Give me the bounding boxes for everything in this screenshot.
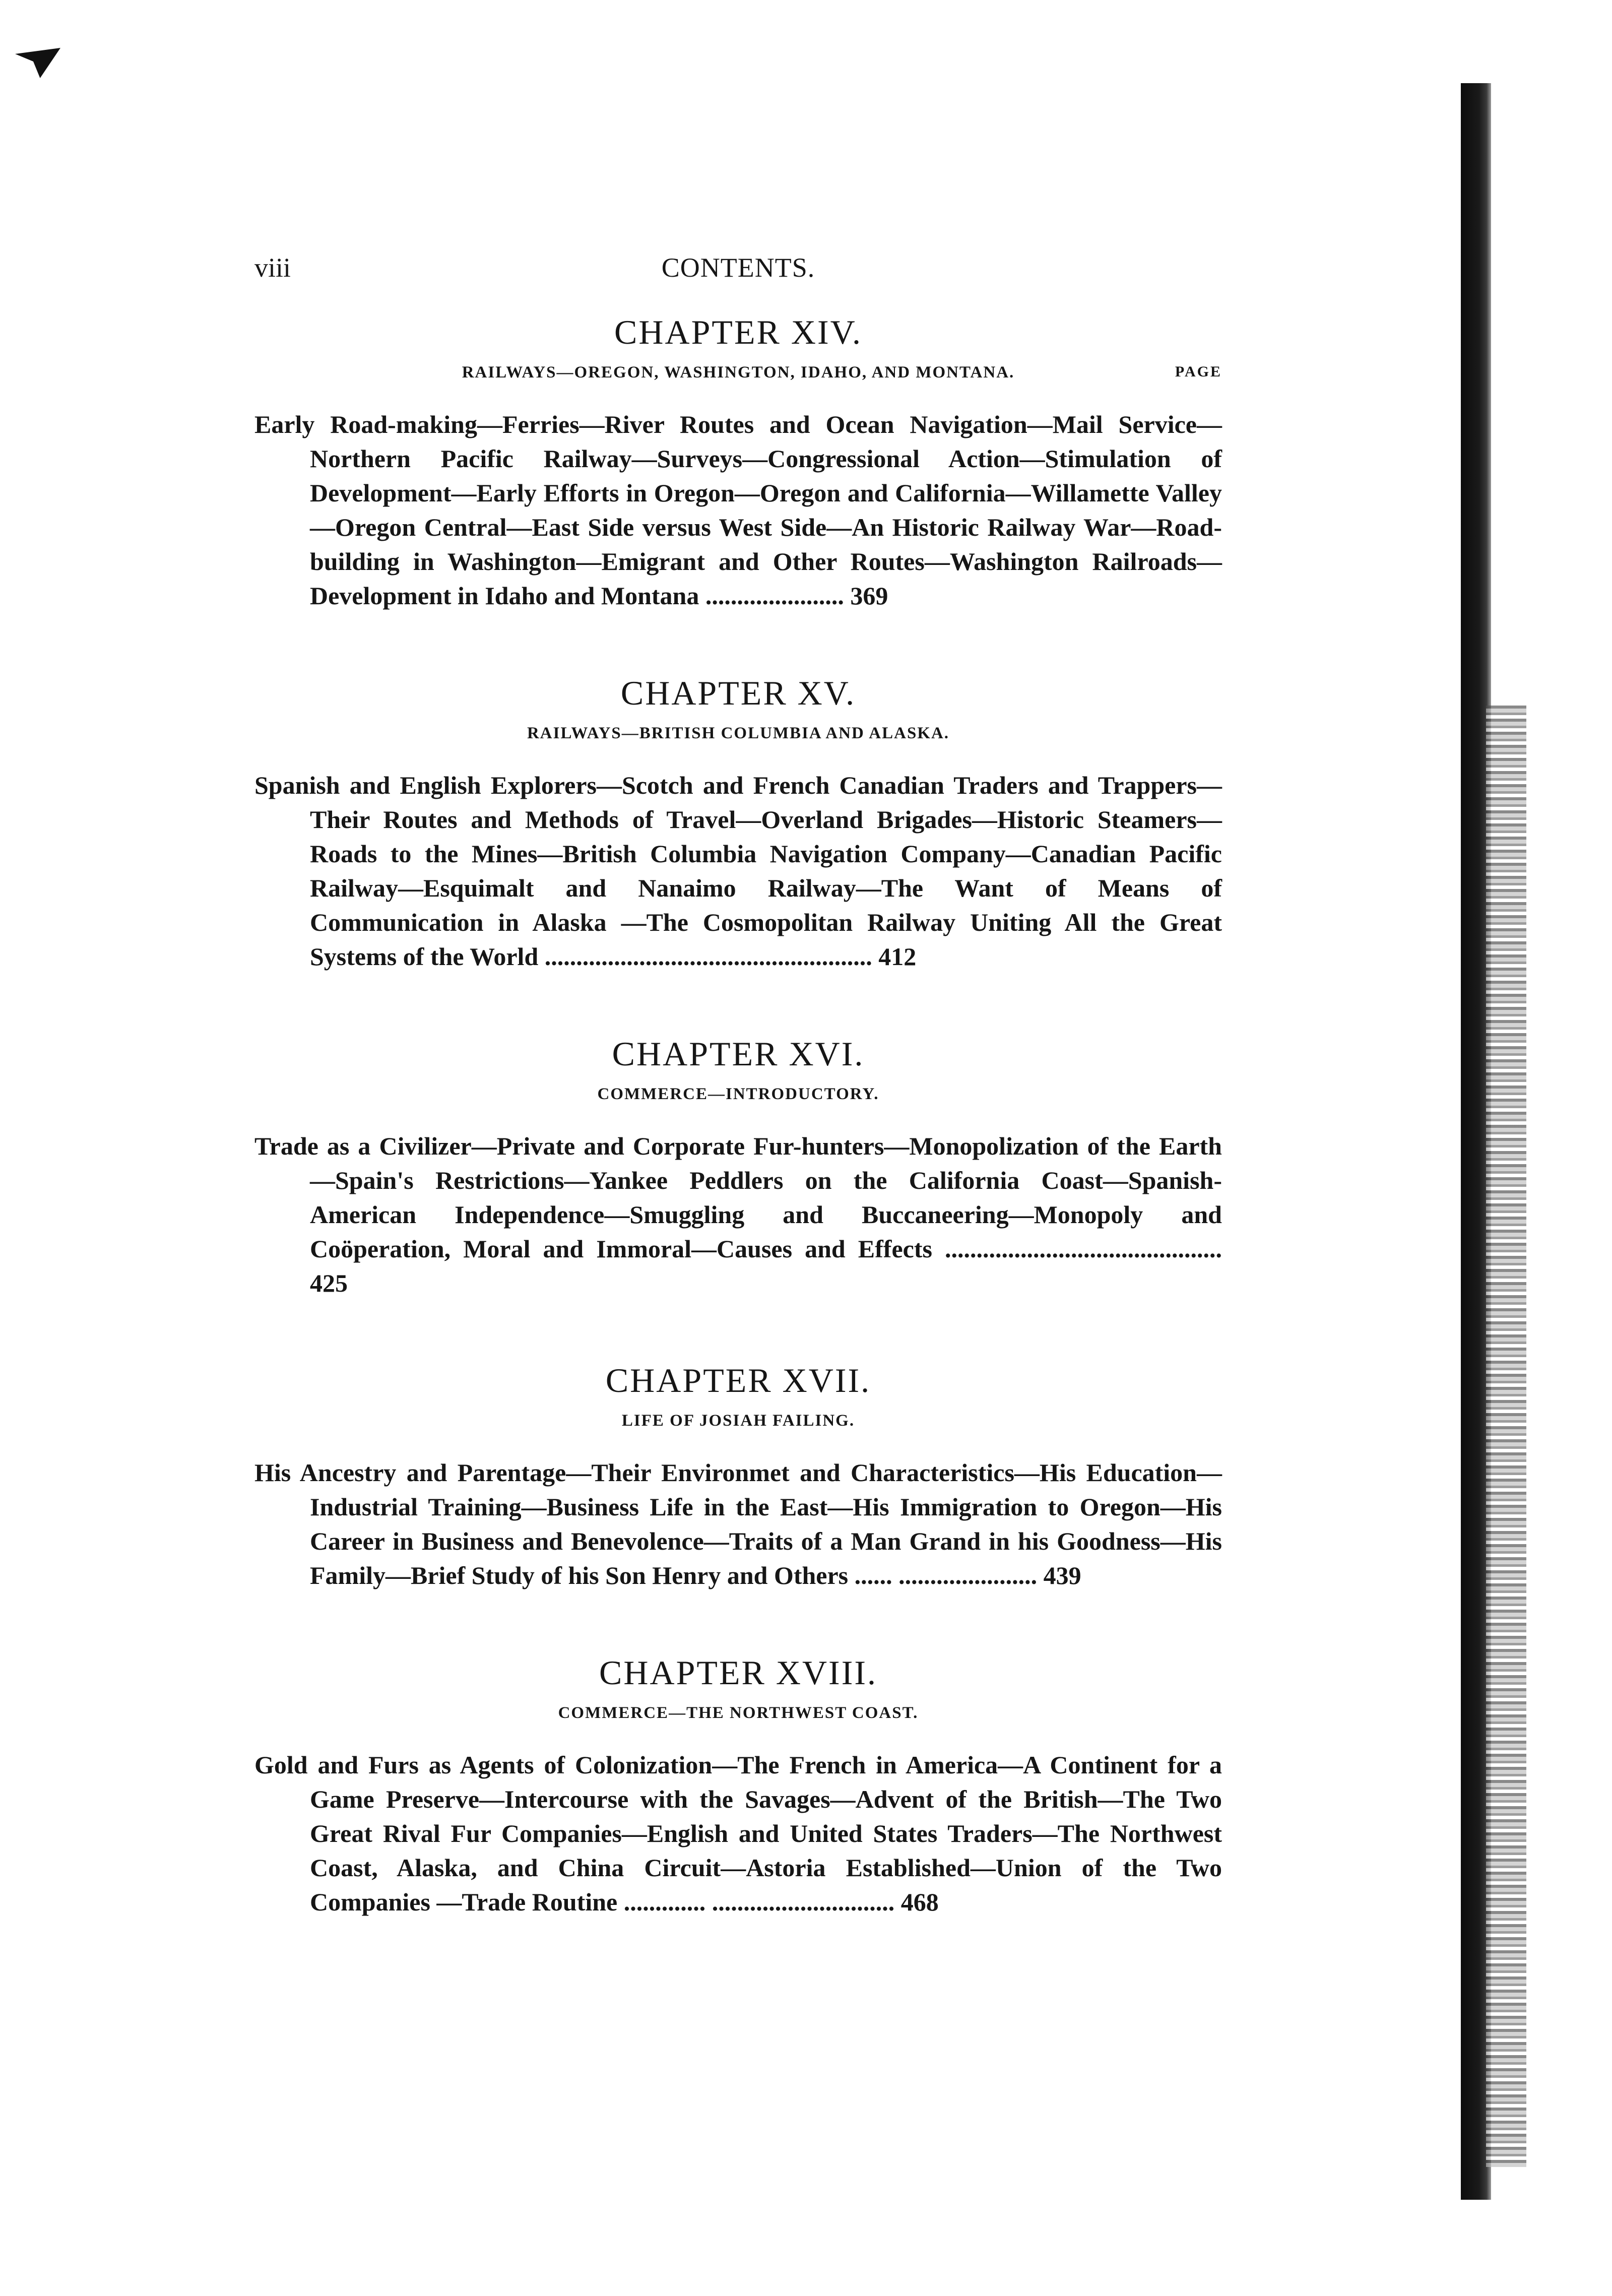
chapter-summary: [254, 1748, 1222, 1919]
dot-leader: ....................................................: [538, 942, 879, 971]
dot-leader: ............. .............................: [617, 1888, 901, 1916]
chapter-subtitle-row: [254, 1085, 1222, 1104]
chapter-title: CHAPTER XVIII.: [599, 1653, 877, 1692]
chapter-16: [254, 1034, 1222, 1300]
chapter-title: CHAPTER XIV.: [614, 313, 862, 351]
page-column-label: PAGE: [1175, 363, 1222, 380]
chapter-title: CHAPTER XV.: [620, 674, 856, 712]
chapter-summary: [254, 1455, 1222, 1592]
chapter-15: [254, 673, 1222, 974]
chapter-17: [254, 1361, 1222, 1592]
dot-leader: ...... ......................: [848, 1561, 1044, 1589]
page-number: 425: [310, 1269, 348, 1297]
chapter-subtitle-row: [254, 1412, 1222, 1430]
summary-text: His Ancestry and Parentage—Their Environmet and Characteristics—His Education—Industrial Training—Business Life in the East—His Immigration to Oregon—His Career in Business and Benevolence—Traits of a Man Grand in his Goodness—His Family—Brief Study of his Son Henry and Others: [254, 1458, 1222, 1589]
dot-leader: ............................................: [932, 1235, 1222, 1263]
page-number: 412: [878, 942, 917, 971]
chapter-subtitle: COMMERCE—THE NORTHWEST COAST.: [558, 1704, 919, 1722]
summary-text: Early Road-making—Ferries—River Routes and Ocean Navigation—Mail Service—Northern Pacific Railway—Surveys—Congressional Action—Stimulation of Development—Early Efforts in Oregon—Oregon and California—Willamette Valley—Oregon Central—East Side versus West Side—An Historic Railway War—Road-building in Washington—Emigrant and Other Routes—Washington Railroads—Development in Idaho and Montana: [254, 410, 1222, 610]
chapter-summary: [254, 1129, 1222, 1300]
chapter-summary: [254, 407, 1222, 613]
chapter-subtitle-row: [254, 363, 1222, 382]
chapter-18: [254, 1653, 1222, 1919]
chapter-subtitle: LIFE OF JOSIAH FAILING.: [621, 1412, 855, 1430]
scan-corner-mark: [15, 48, 60, 78]
page-folio: viii: [254, 252, 291, 283]
page-number: 468: [900, 1888, 939, 1916]
chapter-14: [254, 312, 1222, 613]
summary-text: Trade as a Civilizer—Private and Corporate Fur-hunters—Monopolization of the Earth—Spain's Restrictions—Yankee Peddlers on the California Coast—Spanish-American Independence—Smuggling and Buccaneering—Monopoly and Coöperation, Moral and Immoral—Causes and Effects: [254, 1132, 1222, 1263]
scan-edge-texture: [1486, 706, 1526, 2167]
chapter-title: CHAPTER XVII.: [605, 1361, 871, 1399]
chapter-summary: [254, 768, 1222, 974]
chapter-title: CHAPTER XVI.: [612, 1035, 865, 1073]
running-head: [254, 252, 1222, 297]
summary-text: Spanish and English Explorers—Scotch and French Canadian Traders and Trappers—Their Routes and Methods of Travel—Overland Brigades—Historic Steamers—Roads to the Mines—British Columbia Navigation Company—Canadian Pacific Railway—Esquimalt and Nanaimo Railway—The Want of Means of Communication in Alaska —The Cosmopolitan Railway Uniting All the Great Systems of the World: [254, 771, 1222, 971]
chapter-subtitle: RAILWAYS—OREGON, WASHINGTON, IDAHO, AND MONTANA.: [462, 363, 1015, 381]
running-head-title: CONTENTS.: [661, 252, 815, 283]
page-number: 439: [1043, 1561, 1081, 1589]
dot-leader: ......................: [699, 582, 851, 610]
chapter-subtitle-row: [254, 1704, 1222, 1723]
summary-text: Gold and Furs as Agents of Colonization—The French in America—A Continent for a Game Preserve—Intercourse with the Savages—Advent of the British—The Two Great Rival Fur Companies—English and United States Traders—The Northwest Coast, Alaska, and China Circuit—Astoria Established—Union of the Two Companies —Trade Routine: [254, 1751, 1222, 1916]
book-page: [254, 252, 1222, 1980]
page-number: 369: [850, 582, 888, 610]
chapter-subtitle: RAILWAYS—BRITISH COLUMBIA AND ALASKA.: [527, 724, 950, 742]
chapter-subtitle-row: [254, 724, 1222, 743]
chapter-subtitle: COMMERCE—INTRODUCTORY.: [597, 1085, 879, 1103]
